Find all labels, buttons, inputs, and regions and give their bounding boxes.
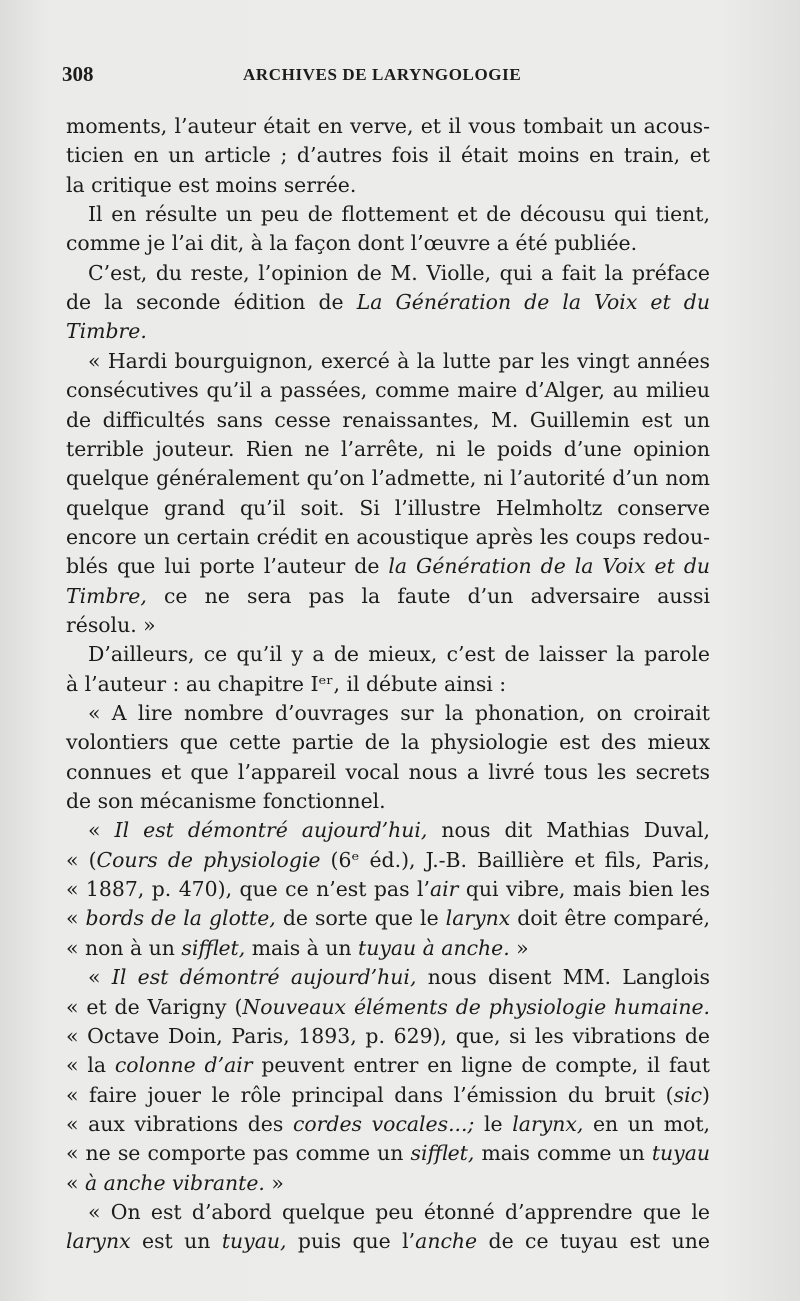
text-segment: » <box>509 935 529 960</box>
text-segment: « <box>66 1170 85 1195</box>
text-segment: larynx <box>66 1229 131 1254</box>
text-segment: peuvent entrer en ligne de compte, il faut <box>252 1053 710 1078</box>
text-segment: terrible jouteur. Rien ne l’arrête, ni le poids d’une opinion <box>66 436 710 461</box>
text-line <box>66 376 710 405</box>
text-line <box>66 141 710 170</box>
text-segment: cordes vocales...; <box>292 1111 475 1136</box>
text-segment: ticien en un article ; d’autres fois il était moins en train, et <box>66 143 710 168</box>
text-segment: larynx, <box>512 1111 584 1136</box>
text-segment: tuyau à anche. <box>358 935 510 960</box>
text-segment: « ( <box>66 847 97 872</box>
text-line <box>66 1227 710 1256</box>
text-line <box>66 1051 710 1080</box>
text-line <box>66 934 710 963</box>
text-segment: à l’auteur : au chapitre Iᵉʳ, il débute ainsi : <box>66 671 507 696</box>
text-segment: tuyau <box>651 1141 710 1166</box>
text-segment: tuyau, <box>221 1229 287 1254</box>
text-line <box>88 347 710 376</box>
text-segment: « Octave Doin, Paris, 1893, p. 629), que, si les vibrations de <box>66 1023 710 1048</box>
text-segment: le <box>474 1111 513 1136</box>
text-segment: « On est d’abord quelque peu étonné d’apprendre que le <box>88 1199 710 1224</box>
text-line <box>66 112 710 141</box>
text-segment: C’est, du reste, l’opinion de M. Violle, qui a fait la préface <box>88 260 710 285</box>
text-line <box>66 670 710 699</box>
text-segment: « non à un <box>66 935 182 960</box>
text-segment: sic <box>673 1082 703 1107</box>
text-segment: Il en résulte un peu de flottement et de décousu qui tient, <box>88 202 710 227</box>
text-segment: « aux vibrations des <box>66 1111 293 1136</box>
text-segment: « <box>88 818 115 843</box>
text-segment: de la seconde édition de <box>66 290 357 315</box>
text-line <box>66 523 710 552</box>
text-line <box>66 317 710 346</box>
text-segment: mais comme un <box>474 1141 652 1166</box>
text-segment: (6ᵉ éd.), J.-B. Baillière et fils, Paris, <box>320 847 710 872</box>
text-segment: est un <box>130 1229 222 1254</box>
text-segment: air <box>429 877 459 902</box>
text-line <box>88 816 710 845</box>
text-line <box>66 1169 710 1198</box>
text-segment: la Génération de la Voix et du <box>388 554 710 579</box>
text-segment: anche <box>415 1229 478 1254</box>
text-segment: D’ailleurs, ce qu’il y a de mieux, c’est de laisser la parole <box>88 642 710 667</box>
text-segment: connues et que l’appareil vocal nous a livré tous les secrets <box>66 759 710 784</box>
text-segment: La Génération de la Voix et du <box>356 290 710 315</box>
text-line <box>88 640 710 669</box>
text-segment: volontiers que cette partie de la physiologie est des mieux <box>66 730 710 755</box>
text-segment: quelque généralement qu’on l’admette, ni l’autorité d’un nom <box>66 466 710 491</box>
text-segment: larynx <box>445 906 511 931</box>
text-segment: Nouveaux éléments de physiologie humaine. <box>242 994 710 1019</box>
text-line <box>66 875 710 904</box>
text-segment: puis que l’ <box>286 1229 416 1254</box>
text-segment: ce ne sera pas la faute d’un adversaire aussi <box>146 583 710 608</box>
text-line <box>66 582 710 611</box>
text-segment: « et de Varigny ( <box>66 994 243 1019</box>
text-segment: de ce tuyau est une <box>477 1229 711 1254</box>
text-segment: résolu. » <box>66 612 156 637</box>
text-segment: bords de la glotte, <box>85 906 276 931</box>
text-segment: « la <box>66 1053 115 1078</box>
text-line <box>88 259 710 288</box>
text-segment: doit être comparé, <box>510 906 711 931</box>
text-segment: consécutives qu’il a passées, comme maire d’Alger, au milieu <box>66 378 710 403</box>
text-line <box>66 787 710 816</box>
text-line <box>66 229 710 258</box>
text-line <box>66 288 710 317</box>
text-segment: sifflet, <box>181 935 246 960</box>
text-line <box>88 200 710 229</box>
text-segment: « faire jouer le rôle principal dans l’émission du bruit ( <box>66 1082 674 1107</box>
text-line <box>66 904 710 933</box>
text-segment: Timbre, <box>66 583 147 608</box>
text-segment: moments, l’auteur était en verve, et il vous tombait un acous- <box>66 114 710 138</box>
text-line <box>66 1110 710 1139</box>
text-segment: Il est démontré aujourd’hui, <box>111 965 417 990</box>
page-header <box>0 62 800 92</box>
text-line <box>66 171 710 200</box>
text-segment: mais à un <box>245 935 359 960</box>
text-segment: nous dit Mathias Duval, <box>427 818 710 843</box>
text-segment: de son mécanisme fonctionnel. <box>66 789 386 814</box>
text-line <box>66 1139 710 1168</box>
text-segment: « ne se comporte pas comme un <box>66 1141 411 1166</box>
running-head: ARCHIVES DE LARYNGOLOGIE <box>243 65 522 84</box>
text-line <box>88 1198 710 1227</box>
text-segment: encore un certain crédit en acoustique après les coups redou- <box>66 524 710 549</box>
text-line <box>66 464 710 493</box>
text-segment: de sorte que le <box>275 906 446 931</box>
text-line <box>66 552 710 581</box>
text-line <box>66 758 710 787</box>
text-segment: de difficultés sans cesse renaissantes, M. Guillemin est un <box>66 407 710 432</box>
page-number: 308 <box>62 62 94 86</box>
text-segment: colonne d’air <box>114 1053 253 1078</box>
text-line <box>66 611 710 640</box>
text-segment: en un mot, <box>583 1111 710 1136</box>
text-segment: qui vibre, mais bien les <box>458 877 710 902</box>
text-segment: la critique est moins serrée. <box>66 172 357 197</box>
text-line <box>66 728 710 757</box>
text-segment: ) <box>702 1082 710 1107</box>
text-line <box>88 963 710 992</box>
text-segment: « A lire nombre d’ouvrages sur la phonation, on croirait <box>88 701 710 725</box>
text-line <box>66 1022 710 1051</box>
text-segment: sifflet, <box>410 1141 475 1166</box>
text-segment: « Hardi bourguignon, exercé à la lutte par les vingt années <box>88 348 710 373</box>
text-segment: blés que lui porte l’auteur de <box>66 554 389 579</box>
text-segment: » <box>264 1170 284 1195</box>
text-line <box>66 494 710 523</box>
text-segment: Cours de physiologie <box>96 847 321 872</box>
text-segment: « <box>66 906 86 931</box>
text-line <box>88 699 710 728</box>
text-segment: quelque grand qu’il soit. Si l’illustre Helmholtz conserve <box>66 495 710 520</box>
text-segment: « 1887, p. 470), que ce n’est pas l’ <box>66 877 430 902</box>
text-segment: « <box>88 965 112 990</box>
text-segment: à anche vibrante. <box>84 1170 265 1195</box>
text-line <box>66 406 710 435</box>
text-segment: nous disent MM. Langlois <box>416 965 710 990</box>
text-segment: comme je l’ai dit, à la façon dont l’œuvre a été publiée. <box>66 231 638 256</box>
text-line <box>66 1081 710 1110</box>
text-line <box>66 435 710 464</box>
text-segment: Il est démontré aujourd’hui, <box>114 818 428 843</box>
text-segment: Timbre. <box>66 319 147 344</box>
text-line <box>66 993 710 1022</box>
text-line <box>66 846 710 875</box>
